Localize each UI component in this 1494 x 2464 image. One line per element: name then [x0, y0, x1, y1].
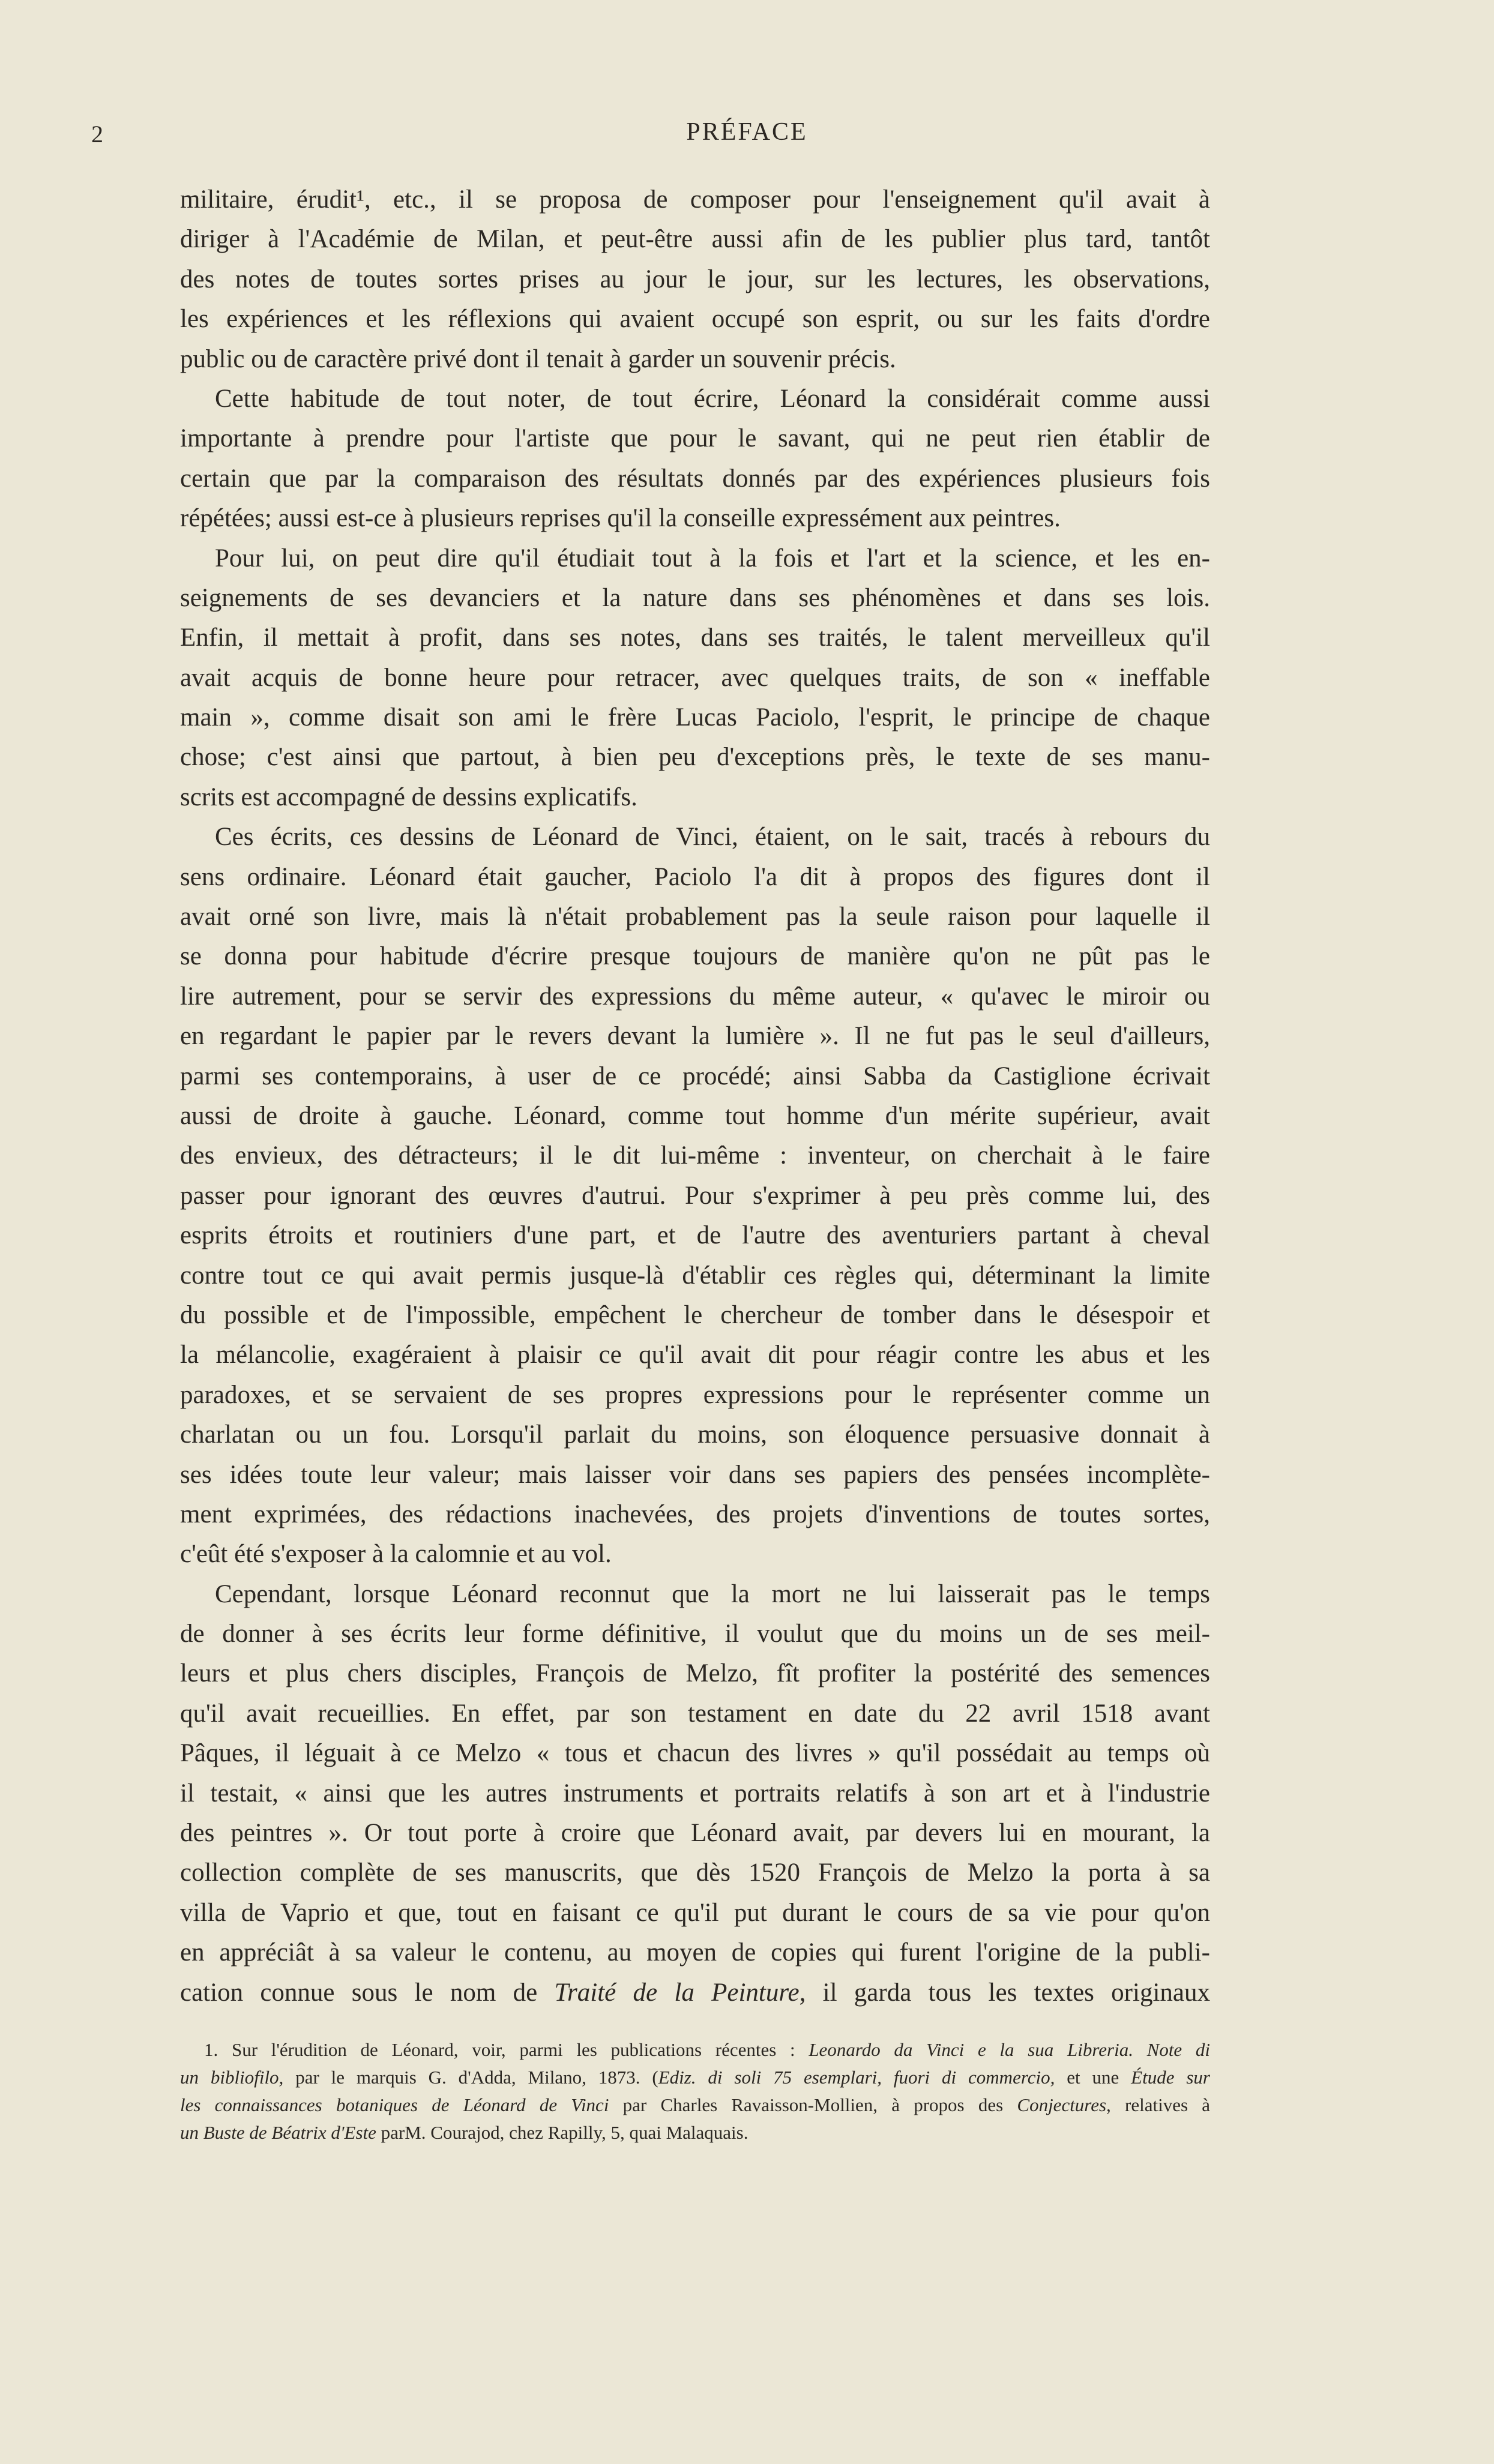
text-segment: paradoxes, et se servaient de ses propres expressions pour le représenter comme un [180, 1380, 1210, 1409]
text-line [180, 858, 1210, 897]
text-line [180, 778, 1210, 817]
italic-text: Conjectures, [1017, 2094, 1111, 2115]
text-segment: ses idées toute leur valeur; mais laisser voir dans ses papiers des pensées incomplète- [180, 1460, 1210, 1489]
paragraph [180, 817, 1210, 1574]
text-segment: Cependant, lorsque Léonard reconnut que la mort ne lui laisserait pas le temps [215, 1579, 1210, 1608]
text-line [180, 977, 1210, 1017]
text-line [180, 937, 1210, 976]
text-segment: en regardant le papier par le revers devant la lumière ». Il ne fut pas le seul d'ailleurs, [180, 1022, 1210, 1051]
text-line [180, 2091, 1210, 2119]
text-line [180, 1136, 1210, 1176]
text-segment: et une [1055, 2067, 1131, 2088]
text-segment: Cette habitude de tout noter, de tout écrire, Léonard la considérait comme aussi [215, 384, 1210, 413]
text-line [180, 1734, 1210, 1773]
text-segment: par le marquis G. d'Adda, Milano, 1873. ( [283, 2067, 658, 2088]
text-segment: des notes de toutes sortes prises au jour le jour, sur les lectures, les observations, [180, 265, 1210, 293]
text-segment: charlatan ou un fou. Lorsqu'il parlait du moins, son éloquence persuasive donnait à [180, 1420, 1210, 1449]
text-segment: parmi ses contemporains, à user de ce procédé; ainsi Sabba da Castiglione écrivait [180, 1062, 1210, 1090]
text-line [180, 419, 1210, 458]
body-text [180, 180, 1210, 2013]
paragraph [180, 539, 1210, 818]
text-line [180, 340, 1210, 379]
text-segment: Pâques, il léguait à ce Melzo « tous et chacun des livres » qu'il possédait au temps où [180, 1739, 1210, 1768]
text-segment: scrits est accompagné de dessins explicatifs. [180, 783, 637, 811]
text-line [180, 2036, 1210, 2064]
text-segment: des envieux, des détracteurs; il le dit lui-même : inventeur, on cherchait à le faire [180, 1141, 1210, 1170]
text-segment: importante à prendre pour l'artiste que pour le savant, qui ne peut rien établir de [180, 424, 1210, 453]
text-segment: de donner à ses écrits leur forme définitive, il voulut que du moins un de ses meil- [180, 1620, 1210, 1648]
text-line [180, 578, 1210, 618]
text-line [180, 1296, 1210, 1335]
text-line [180, 1853, 1210, 1893]
text-line [180, 1216, 1210, 1255]
footnote [180, 2036, 1210, 2147]
text-segment: les expériences et les réflexions qui avaient occupé son esprit, ou sur les faits d'ordre [180, 305, 1210, 334]
text-line [180, 1575, 1210, 1614]
text-line [180, 459, 1210, 499]
text-line [180, 1774, 1210, 1813]
text-segment: contre tout ce qui avait permis jusque-là d'établir ces règles qui, déterminant la limite [180, 1261, 1210, 1290]
italic-text: Leonardo da Vinci e la sua Libreria. Note di [809, 2039, 1210, 2060]
text-line [180, 1694, 1210, 1734]
footnotes [180, 2036, 1210, 2147]
text-line [180, 1017, 1210, 1056]
text-line [180, 539, 1210, 578]
italic-text: Étude sur [1131, 2067, 1210, 2088]
text-segment: aussi de droite à gauche. Léonard, comme tout homme d'un mérite supérieur, avait [180, 1101, 1210, 1130]
text-segment: militaire, érudit¹, etc., il se proposa de composer pour l'enseignement qu'il avait à [180, 185, 1210, 214]
text-segment: la mélancolie, exagéraient à plaisir ce qu'il avait dit pour réagir contre les abus et les [180, 1341, 1210, 1369]
text-line [180, 817, 1210, 857]
text-segment: relatives à [1110, 2094, 1210, 2115]
text-segment: avait acquis de bonne heure pour retracer, avec quelques traits, de son « ineffable [180, 663, 1210, 692]
text-line [180, 1335, 1210, 1375]
text-line [180, 1654, 1210, 1693]
italic-text: un Buste de Béatrix d'Este [180, 2122, 376, 2143]
text-line [180, 1057, 1210, 1096]
text-line [180, 2119, 1210, 2147]
text-segment: diriger à l'Académie de Milan, et peut-être aussi afin de les publier plus tard, tantôt [180, 225, 1210, 254]
text-segment: villa de Vaprio et que, tout en faisant ce qu'il put durant le cours de sa vie pour qu'on [180, 1898, 1210, 1927]
text-segment: Enfin, il mettait à profit, dans ses notes, dans ses traités, le talent merveilleux qu'il [180, 624, 1210, 652]
text-line [180, 897, 1210, 937]
italic-text: les connaissances botaniques de Léonard de Vinci [180, 2094, 609, 2115]
text-line [180, 220, 1210, 259]
text-segment: Ces écrits, ces dessins de Léonard de Vinci, étaient, on le sait, tracés à rebours du [215, 823, 1210, 852]
italic-text: Ediz. di soli 75 esemplari, fuori di commercio, [658, 2067, 1055, 2088]
text-segment: par Charles Ravaisson-Mollien, à propos des [609, 2094, 1017, 2115]
text-segment: c'eût été s'exposer à la calomnie et au vol. [180, 1540, 612, 1569]
text-line [180, 658, 1210, 698]
text-segment: il garda tous les textes originaux [806, 1978, 1210, 2007]
text-line [180, 180, 1210, 220]
text-segment: en appréciât à sa valeur le contenu, au moyen de copies qui furent l'origine de la publi- [180, 1938, 1210, 1967]
text-segment: esprits étroits et routiniers d'une part, et de l'autre des aventuriers partant à cheval [180, 1221, 1210, 1250]
text-line [180, 1495, 1210, 1534]
text-segment: certain que par la comparaison des résultats donnés par des expériences plusieurs fois [180, 464, 1210, 493]
text-line [180, 1973, 1210, 2013]
text-segment: qu'il avait recueillies. En effet, par son testament en date du 22 avril 1518 avant [180, 1699, 1210, 1728]
text-segment: public ou de caractère privé dont il tenait à garder un souvenir précis. [180, 344, 896, 373]
text-line [180, 698, 1210, 738]
text-segment: Pour lui, on peut dire qu'il étudiait tout à la fois et l'art et la science, et les en- [215, 544, 1210, 572]
text-segment: ment exprimées, des rédactions inachevées, des projets d'inventions de toutes sortes, [180, 1500, 1210, 1528]
paragraph [180, 1575, 1210, 2013]
text-line [180, 1614, 1210, 1654]
text-line [180, 618, 1210, 658]
text-line [180, 1096, 1210, 1136]
paragraph [180, 379, 1210, 539]
italic-text: Traité de la Peinture, [554, 1978, 806, 2007]
text-line [180, 1933, 1210, 1973]
text-line [180, 260, 1210, 299]
text-line [180, 2064, 1210, 2091]
text-segment: 1. Sur l'érudition de Léonard, voir, parmi les publications récentes : [204, 2039, 809, 2060]
text-segment: sens ordinaire. Léonard était gaucher, Paciolo l'a dit à propos des figures dont il [180, 862, 1210, 891]
text-line [180, 1813, 1210, 1853]
text-segment: parM. Courajod, chez Rapilly, 5, quai Malaquais. [376, 2122, 749, 2143]
text-line [180, 1176, 1210, 1216]
text-line [180, 1455, 1210, 1495]
text-segment: avait orné son livre, mais là n'était probablement pas la seule raison pour laquelle il [180, 903, 1210, 931]
text-line [180, 738, 1210, 777]
text-segment: lire autrement, pour se servir des expressions du même auteur, « qu'avec le miroir ou [180, 982, 1210, 1011]
text-segment: il testait, « ainsi que les autres instruments et portraits relatifs à son art et à l'industrie [180, 1779, 1210, 1807]
text-line [180, 1893, 1210, 1933]
text-segment: main », comme disait son ami le frère Lucas Paciolo, l'esprit, le principe de chaque [180, 703, 1210, 732]
text-line [180, 1256, 1210, 1296]
text-line [180, 499, 1210, 538]
text-segment: répétées; aussi est-ce à plusieurs reprises qu'il la conseille expressément aux peintres. [180, 504, 1061, 533]
paragraph [180, 180, 1210, 379]
text-line [180, 379, 1210, 419]
text-line [180, 299, 1210, 339]
text-segment: collection complète de ses manuscrits, que dès 1520 François de Melzo la porta à sa [180, 1859, 1210, 1887]
text-segment: cation connue sous le nom de [180, 1978, 555, 2007]
text-line [180, 1375, 1210, 1415]
text-segment: chose; c'est ainsi que partout, à bien peu d'exceptions près, le texte de ses manu- [180, 743, 1210, 772]
text-segment: passer pour ignorant des œuvres d'autrui. Pour s'exprimer à peu près comme lui, des [180, 1181, 1210, 1210]
page-number: 2 [91, 121, 103, 148]
text-segment: des peintres ». Or tout porte à croire que Léonard avait, par devers lui en mourant, la [180, 1819, 1210, 1848]
text-line [180, 1415, 1210, 1455]
text-segment: du possible et de l'impossible, empêchent le chercheur de tomber dans le désespoir et [180, 1300, 1210, 1329]
italic-text: un bibliofilo, [180, 2067, 284, 2088]
text-line [180, 1534, 1210, 1574]
text-segment: leurs et plus chers disciples, François de Melzo, fît profiter la postérité des semences [180, 1659, 1210, 1688]
running-title: PRÉFACE [686, 118, 808, 146]
text-segment: se donna pour habitude d'écrire presque toujours de manière qu'on ne pût pas le [180, 942, 1210, 971]
text-segment: seignements de ses devanciers et la nature dans ses phénomènes et dans ses lois. [180, 583, 1210, 612]
